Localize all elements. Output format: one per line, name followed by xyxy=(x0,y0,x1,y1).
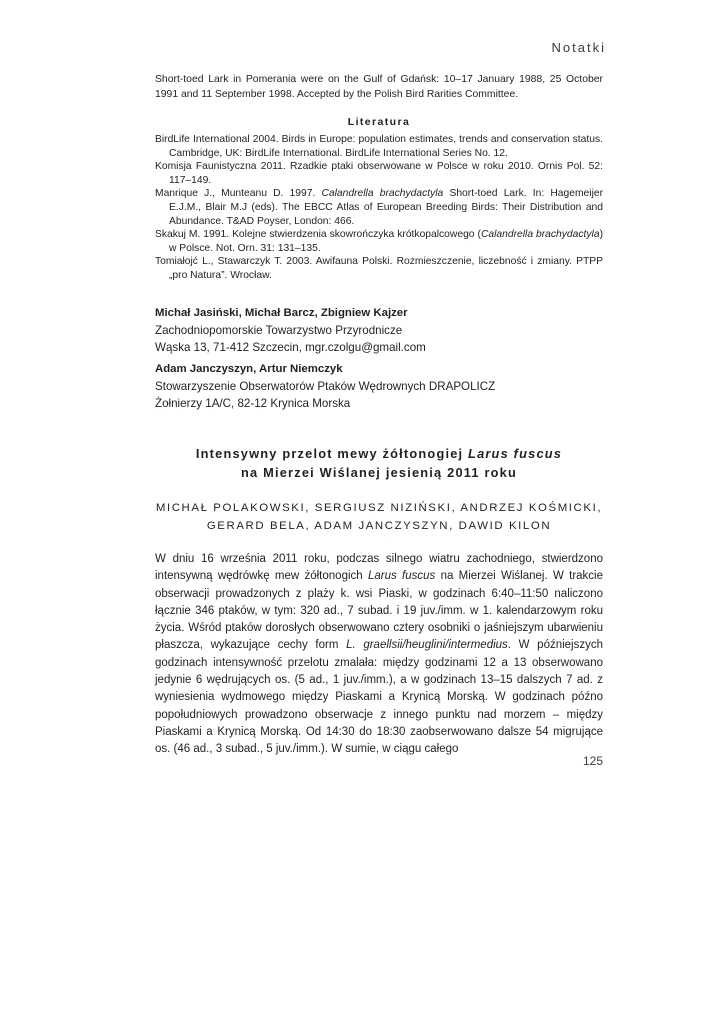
article-authors xyxy=(155,500,603,535)
literature-heading: Literatura xyxy=(347,116,411,128)
reference-item: BirdLife International 2004. Birds in Europe: population estimates, trends and conservation status. Cambridge, UK: BirdLife International. BirdLife International Series No. 12. xyxy=(155,134,603,159)
running-head: Notatki xyxy=(551,40,606,55)
intro-paragraph: Short-toed Lark in Pomerania were on the Gulf of Gdańsk: 10–17 January 1988, 25 October 1991 and 11 September 1998. Accepted by the Polish Bird Rarities Committee. xyxy=(155,74,603,100)
reference-item: Komisja Faunistyczna 2011. Rzadkie ptaki obserwowane w Polsce w roku 2010. Ornis Pol. 52: 117–149. xyxy=(155,161,603,186)
article-title xyxy=(155,444,603,482)
author-address: Wąska 13, 71-412 Szczecin, mgr.czolgu@gmail.com xyxy=(155,341,426,354)
article-title-line2: na Mierzei Wiślanej jesienią 2011 roku xyxy=(241,465,517,480)
article-title-line1: Intensywny przelot mewy żółtonogiej Larus fuscus xyxy=(195,446,563,461)
author-names: Michał Jasiński, Michał Barcz, Zbigniew Kajzer xyxy=(155,307,408,319)
author-address: Żołnierzy 1A/C, 82-12 Krynica Morska xyxy=(155,397,351,410)
reference-item: Tomiałojć L., Stawarczyk T. 2003. Awifauna Polski. Rozmieszczenie, liczebność i zmiany. PTPP „pro Natura”. Wrocław. xyxy=(155,256,603,281)
title-species: Larus fuscus xyxy=(468,446,563,461)
author-organization: Zachodniopomorskie Towarzystwo Przyrodnicze xyxy=(155,324,403,337)
reference-item: Manrique J., Munteanu D. 1997. Calandrella brachydactyla Short-toed Lark. In: Hagemeijer E.J.M., Blair M.J (eds). The EBCC Atlas of European Breeding Birds: Their Distribution and Abundance. T&AD Poyser, London: 466. xyxy=(155,188,604,227)
article-authors-line1: MICHAŁ POLAKOWSKI, SERGIUSZ NIZIŃSKI, ANDRZEJ KOŚMICKI, xyxy=(155,502,603,514)
page-number: 125 xyxy=(582,754,603,768)
author-block xyxy=(155,361,603,412)
author-names: Adam Janczyszyn, Artur Niemczyk xyxy=(155,363,343,375)
author-block xyxy=(155,305,603,356)
author-organization: Stowarzyszenie Obserwatorów Ptaków Wędrownych DRAPOLICZ xyxy=(155,380,496,393)
article-body: W dniu 16 września 2011 roku, podczas silnego wiatru zachodniego, stwierdzono intensywną wędrówkę mew żółtonogich Larus fuscus na Mierzei Wiślanej. W trakcie obserwacji prowadzonych z plaży k. wsi Piaski, w godzinach 6:40–11:50 naliczono łącznie 346 ptaków, w tym: 320 ad., 7 subad. i 19 juv./imm. w 1. kalendarzowym roku życia. Wśród ptaków dorosłych obserwowano cztery osobniki o jaśniejszym ubarwieniu płaszcza, wykazujące cechy form L. graellsii/heuglini/intermedius. W późniejszych godzinach intensywność przelotu zmalała: między godzinami 12 a 13 obserwowano jedynie 6 wędrujących os. (5 ad., 1 juv./imm.), a w godzinach 13–15 dalszych 7 ad. z wyniesienia wydmowego między Piaskami a Krynicą Morską. W godzinach późno popołudniowych prowadzono obserwacje z innego punktu nad morzem – między Piaskami a Krynicą Morską. Od 14:30 do 18:30 zaobserwowano dalsze 54 migrujące os. (46 ad., 3 subad., 5 juv./imm.). W sumie, w ciągu całego xyxy=(155,553,604,756)
reference-item: Skakuj M. 1991. Kolejne stwierdzenia skowrończyka krótkopalcowego (Calandrella brachydactyla) w Polsce. Not. Orn. 31: 131–135. xyxy=(155,229,603,254)
article-authors-line2: GERARD BELA, ADAM JANCZYSZYN, DAWID KILON xyxy=(206,519,552,532)
reference-list xyxy=(155,133,603,283)
